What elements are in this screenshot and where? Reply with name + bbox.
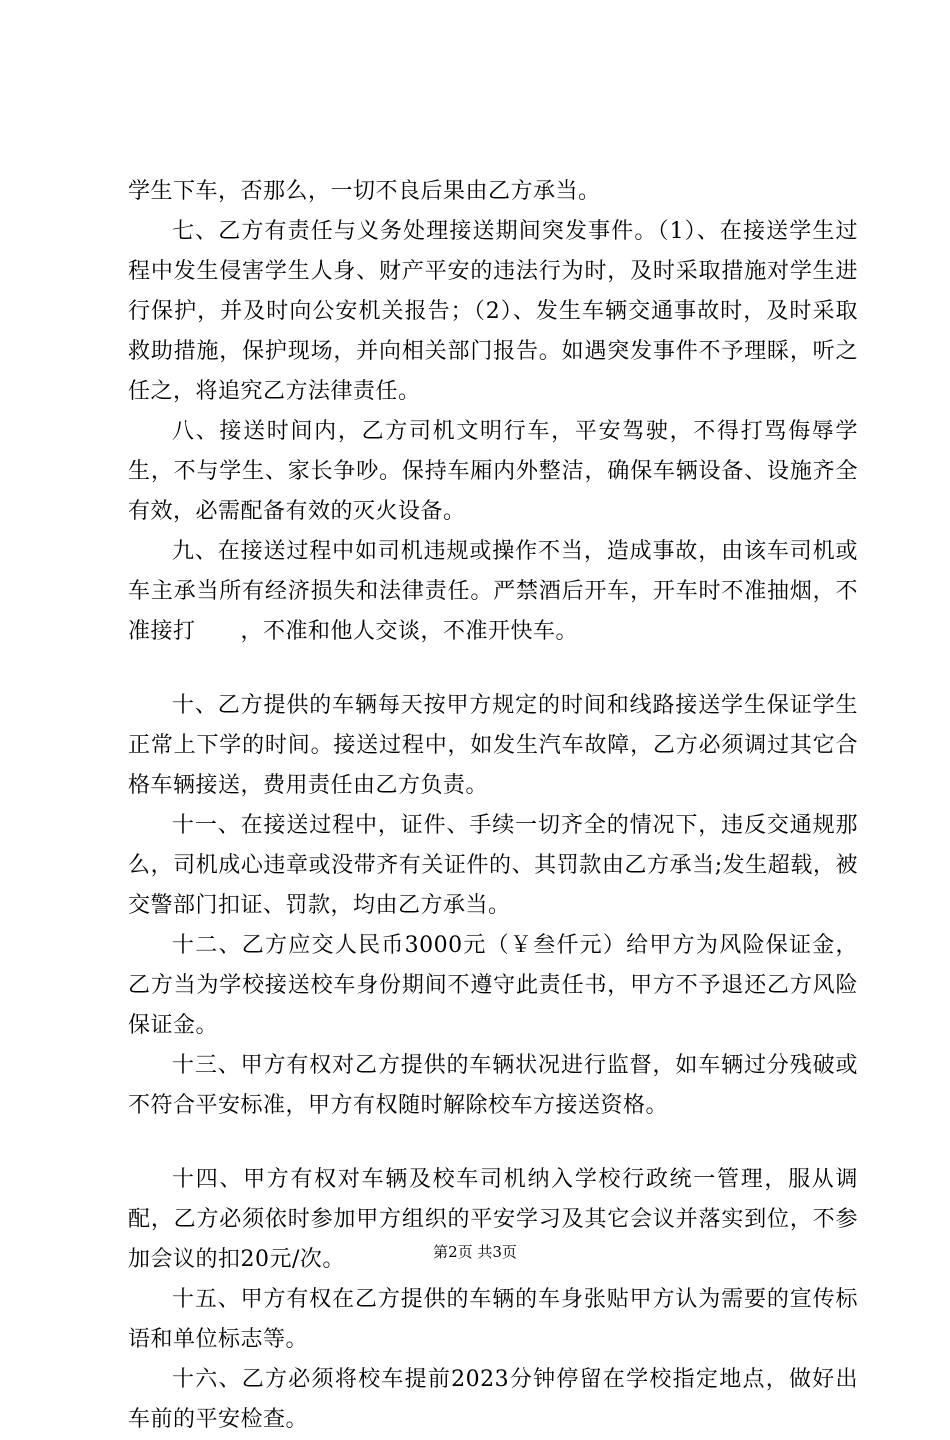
paragraph-clause-13: 十三、甲方有权对乙方提供的车辆状况进行监督，如车辆过分残破或不符合平安标准，甲方有权随时解除校车方接送资格。 [128,1053,858,1118]
paragraph-clause-9: 九、在接送过程中如司机违规或操作不当，造成事故，由该车司机或车主承当所有经济损失和法律责任。严禁酒后开车，开车时不准抽烟，不准接打 ，不准和他人交谈，不准开快车。 [128,539,858,644]
paragraph-clause-14: 十四、甲方有权对车辆及校车司机纳入学校行政统一管理，服从调配，乙方必须依时参加甲方组织的平安学习及其它会议并落实到位，不参加会议的扣20元/次。 [128,1167,858,1272]
paragraph-clause-11: 十一、在接送过程中，证件、手续一切齐全的情况下，违反交通规那么，司机成心违章或没带齐有关证件的、其罚款由乙方承当;发生超载，被交警部门扣证、罚款，均由乙方承当。 [128,813,858,918]
paragraph-clause-8: 八、接送时间内，乙方司机文明行车，平安驾驶，不得打骂侮辱学生，不与学生、家长争吵。保持车厢内外整洁，确保车辆设备、设施齐全有效，必需配备有效的灭火设备。 [128,419,858,524]
paragraph-clause-7: 七、乙方有责任与义务处理接送期间突发事件。（1）、在接送学生过程中发生侵害学生人身、财产平安的违法行为时，及时采取措施对学生进行保护，并及时向公安机关报告；（2）、发生车辆交通事故时，及时采取救助措施，保护现场，并向相关部门报告。如遇突发事件不予理睬，听之任之，将追究乙方法律责任。 [128,219,858,404]
page-number-footer: 第2页 共3页 [433,1243,517,1261]
paragraph-clause-10: 十、乙方提供的车辆每天按甲方规定的时间和线路接送学生保证学生正常上下学的时间。接送过程中，如发生汽车故障，乙方必须调过其它合格车辆接送，费用责任由乙方负责。 [128,693,858,798]
paragraph-clause-12: 十二、乙方应交人民币3000元（￥叁仟元）给甲方为风险保证金，乙方当为学校接送校车身份期间不遵守此责任书，甲方不予退还乙方风险保证金。 [128,933,858,1038]
paragraph-clause-15: 十五、甲方有权在乙方提供的车辆的车身张贴甲方认为需要的宣传标语和单位标志等。 [128,1287,858,1352]
paragraph-clause-16: 十六、乙方必须将校车提前2023分钟停留在学校指定地点，做好出车前的平安检查。 [128,1367,858,1432]
paragraph-continuation: 学生下车，否那么，一切不良后果由乙方承当。 [128,179,601,204]
